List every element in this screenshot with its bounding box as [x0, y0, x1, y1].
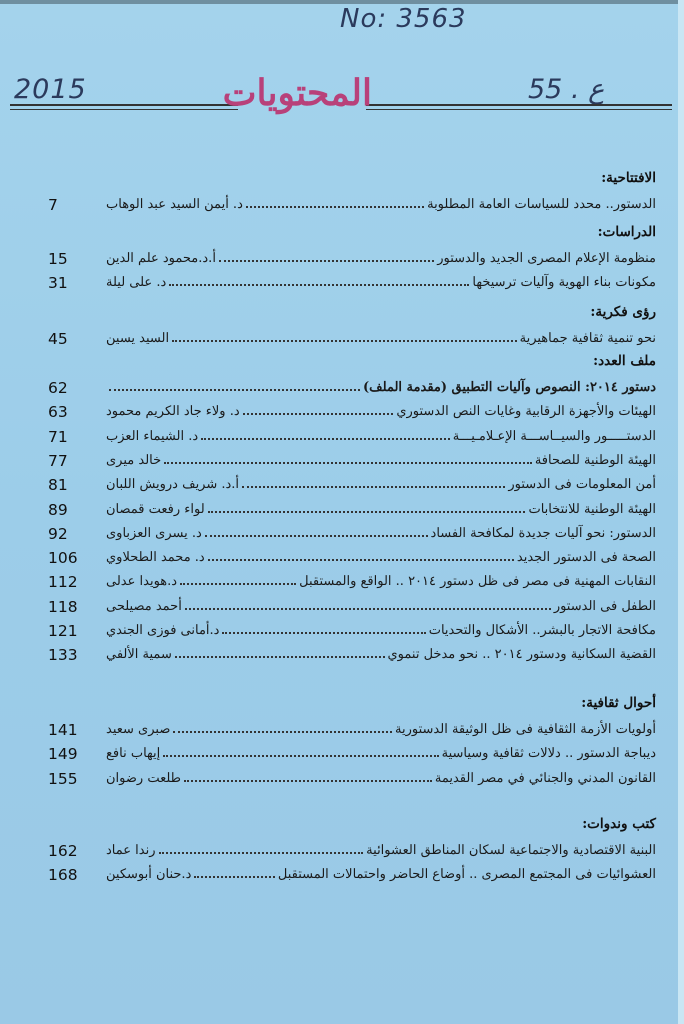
- toc-page-number: 155: [48, 769, 78, 788]
- section-heading: الافتتاحية:: [601, 170, 656, 186]
- toc-author: صبرى سعيد: [106, 722, 171, 737]
- toc-author: سمية الألفي: [106, 647, 172, 663]
- toc-page-number: 106: [48, 549, 78, 568]
- toc-line: [106, 476, 656, 492]
- toc-title: نحو تنمية ثقافية جماهيرية: [519, 331, 656, 346]
- toc-line: [106, 250, 656, 266]
- toc-title: النقابات المهنية فى مصر فى ظل دستور ٢٠١٤ .. الواقع والمستقبل: [299, 574, 656, 590]
- page-title: المحتويات: [222, 72, 372, 114]
- toc-leader-dots: [208, 549, 514, 561]
- toc-entry: [0, 646, 684, 670]
- toc-line: [106, 196, 656, 212]
- toc-author: د.هويدا عدلى: [106, 574, 178, 590]
- toc-entry: [0, 452, 684, 476]
- toc-line: [106, 525, 656, 541]
- toc-entry: [0, 745, 684, 769]
- toc-entry: [0, 274, 684, 298]
- header-rule-left: [10, 104, 238, 106]
- toc-author: د. أيمن السيد عبد الوهاب: [106, 197, 243, 212]
- toc-page-number: 63: [48, 403, 68, 422]
- toc-leader-dots: [164, 452, 532, 464]
- toc-title: الطفل فى الدستور: [553, 598, 656, 614]
- toc-entry: [0, 428, 684, 452]
- toc-entry: [0, 250, 684, 274]
- toc-leader-dots: [243, 403, 394, 415]
- toc-page-number: 121: [48, 622, 78, 640]
- toc-title: ديباجة الدستور .. دلالات ثقافية وسياسية: [441, 746, 656, 762]
- toc-entry: [0, 476, 684, 500]
- toc-page-number: 81: [48, 476, 68, 495]
- toc-title: الدستور: نحو آليات جديدة لمكافحة الفساد: [430, 525, 656, 541]
- toc-entry: [0, 525, 684, 549]
- toc-page-number: 118: [48, 597, 78, 616]
- toc-line: [106, 274, 656, 290]
- toc-page-number: 133: [48, 646, 78, 665]
- toc-title: مكافحة الاتجار بالبشر.. الأشكال والتحديات: [428, 623, 656, 638]
- toc-title: الدستور.. محدد للسياسات العامة المطلوبة: [427, 197, 656, 212]
- toc-page-number: 112: [48, 573, 78, 592]
- toc-line: [106, 330, 656, 346]
- toc-leader-dots: [219, 250, 434, 262]
- toc-leader-dots: [175, 646, 385, 658]
- toc-entry: [0, 330, 684, 354]
- handwritten-number: No: 3563: [340, 4, 467, 34]
- toc-page-number: 7: [48, 196, 58, 214]
- toc-leader-dots: [172, 330, 517, 342]
- toc-line: [106, 379, 656, 395]
- toc-page-number: 77: [48, 451, 68, 470]
- toc-leader-dots: [169, 274, 469, 286]
- toc-author: د.حنان أبوسكين: [106, 867, 192, 883]
- toc-leader-dots: [159, 842, 364, 854]
- toc-page-number: 89: [48, 500, 68, 519]
- toc-line: [106, 842, 656, 858]
- header-rule-left-thin: [10, 109, 238, 110]
- toc-title: الدستـــــور والسيــاســـة الإعـلامـيـــة: [452, 428, 656, 444]
- toc-entry: [0, 379, 684, 403]
- handwritten-year: 2015: [14, 74, 87, 105]
- toc-page-number: 149: [48, 745, 78, 764]
- toc-title: دستور ٢٠١٤: النصوص وآليات التطبيق (مقدمة الملف): [363, 380, 656, 395]
- toc-line: [106, 598, 656, 614]
- toc-title: منظومة الإعلام المصرى الجديد والدستور: [437, 251, 656, 266]
- toc-leader-dots: [194, 866, 274, 878]
- toc-page-number: 31: [48, 274, 68, 293]
- toc-leader-dots: [242, 476, 505, 488]
- toc-entry: [0, 866, 684, 890]
- toc-line: [106, 501, 656, 517]
- toc-title: العشوائيات فى المجتمع المصرى .. أوضاع الحاضر واحتمالات المستقبل: [277, 867, 656, 883]
- toc-author: د. يسرى العزباوى: [106, 525, 202, 541]
- handwritten-issue: ع . 55: [528, 74, 605, 105]
- toc-title: أولويات الأزمة الثقافية فى ظل الوثيقة الدستورية: [395, 722, 656, 737]
- toc-leader-dots: [185, 598, 551, 610]
- toc-title: القضية السكانية ودستور ٢٠١٤ .. نحو مدخل تنموي: [387, 647, 656, 663]
- toc-author: لواء رفعت قمصان: [106, 501, 205, 517]
- toc-page-number: 168: [48, 866, 78, 885]
- toc-author: د. على ليلة: [106, 275, 167, 291]
- toc-author: د.أمانى فوزى الجندي: [106, 623, 220, 638]
- toc-entry: [0, 598, 684, 622]
- toc-line: [106, 549, 656, 565]
- toc-author: خالد ميرى: [106, 452, 162, 468]
- toc-line: [106, 428, 656, 444]
- toc-line: [106, 646, 656, 662]
- toc-entry: [0, 501, 684, 525]
- toc-title: الهيئة الوطنية للانتخابات: [528, 501, 656, 517]
- toc-author: أ.د. شريف درويش اللبان: [106, 477, 240, 493]
- toc-leader-dots: [222, 622, 425, 634]
- toc-entry: [0, 573, 684, 597]
- toc-author: د. ولاء جاد الكريم محمود: [106, 404, 240, 420]
- toc-author: أحمد مصيلحى: [106, 598, 182, 614]
- toc-entry: [0, 721, 684, 745]
- toc-line: [106, 403, 656, 419]
- toc-entry: [0, 770, 684, 794]
- toc-page-number: 15: [48, 250, 68, 268]
- toc-leader-dots: [180, 573, 296, 585]
- toc-title: أمن المعلومات فى الدستور: [508, 477, 656, 493]
- toc-entry: [0, 842, 684, 866]
- toc-title: القانون المدني والجنائي في مصر القديمة: [434, 770, 656, 786]
- section-heading: أحوال ثقافية:: [581, 695, 656, 711]
- toc-line: [106, 745, 656, 761]
- toc-line: [106, 770, 656, 786]
- toc-leader-dots: [163, 745, 438, 757]
- toc-page-number: 71: [48, 427, 68, 446]
- toc-leader-dots: [205, 525, 428, 537]
- toc-author: السيد يسين: [106, 331, 170, 346]
- toc-page-number: 162: [48, 842, 78, 860]
- toc-line: [106, 622, 656, 638]
- toc-page-number: 62: [48, 379, 68, 397]
- toc-title: البنية الاقتصادية والاجتماعية لسكان المناطق العشوائية: [366, 843, 656, 858]
- toc-page-number: 141: [48, 721, 78, 739]
- toc-title: الهيئة الوطنية للصحافة: [534, 452, 656, 468]
- toc-entry: [0, 622, 684, 646]
- header-rule-right-thin: [366, 109, 672, 110]
- toc-title: الصحة فى الدستور الجديد: [516, 550, 656, 566]
- toc-leader-dots: [246, 196, 424, 208]
- toc-title: مكونات بناء الهوية وآليات ترسيخها: [472, 275, 656, 291]
- section-heading: كتب وندوات:: [582, 816, 656, 832]
- toc-author: إيهاب نافع: [106, 746, 161, 762]
- toc-line: [106, 452, 656, 468]
- header-rule-right: [366, 104, 672, 106]
- toc-entry: [0, 196, 684, 220]
- toc-leader-dots: [184, 770, 432, 782]
- toc-line: [106, 866, 656, 882]
- toc-author: طلعت رضوان: [106, 770, 182, 786]
- toc-page-number: 92: [48, 524, 68, 543]
- toc-author: د. محمد الطحلاوي: [106, 550, 205, 566]
- toc-entry: [0, 549, 684, 573]
- toc-leader-dots: [208, 501, 526, 513]
- toc-author: د. الشيماء العزب: [106, 428, 199, 444]
- toc-leader-dots: [201, 428, 450, 440]
- section-heading: ملف العدد:: [593, 353, 656, 369]
- toc-leader-dots: [109, 379, 360, 391]
- section-heading: رؤى فكرية:: [590, 304, 656, 320]
- toc-line: [106, 573, 656, 589]
- toc-entry: [0, 403, 684, 427]
- toc-leader-dots: [173, 721, 392, 733]
- toc-page-number: 45: [48, 330, 68, 348]
- toc-title: الهيئات والأجهزة الرقابية وغايات النص الدستوري: [396, 404, 656, 420]
- toc-author: رندا عماد: [106, 843, 156, 858]
- toc-line: [106, 721, 656, 737]
- section-heading: الدراسات:: [597, 224, 656, 240]
- toc-author: أ.د.محمود علم الدين: [106, 251, 216, 266]
